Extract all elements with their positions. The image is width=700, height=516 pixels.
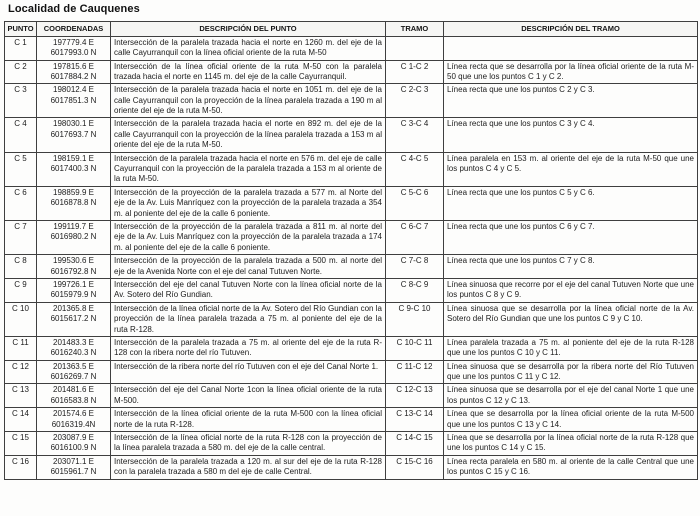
point-id-cell: C 14 xyxy=(5,408,37,432)
coordinates-cell xyxy=(37,384,111,408)
point-id-cell: C 10 xyxy=(5,302,37,336)
column-header-punto: PUNTO xyxy=(5,22,37,37)
tramo-description-cell: Línea recta que se desarrolla por la línea oficial oriente de la ruta M-50 que une los puntos C 1 y C 2. xyxy=(444,60,698,84)
page-title: Localidad de Cauquenes xyxy=(8,3,140,15)
coordinate-east: 203087.9 E xyxy=(53,433,94,443)
coordinates-cell xyxy=(37,455,111,479)
point-description-cell: Intersección de la proyección de la paralela trazada a 811 m. al norte del eje de la Av. Luis Manríquez con la proyección de la paralela trazada a 174 m. al poniente del eje de la calle 6 poniente. xyxy=(111,221,386,255)
coordinates-cell xyxy=(37,84,111,118)
tramo-cell: C 1-C 2 xyxy=(386,60,444,84)
coordinate-north: 6016269.7 N xyxy=(50,372,97,382)
coordinates-cell xyxy=(37,408,111,432)
points-table-header xyxy=(5,22,698,37)
point-description-cell: Intersección de la proyección de la paralela trazada a 500 m. al norte del eje de la Avenida Norte con el eje del canal Tutuven Norte. xyxy=(111,255,386,279)
point-description-cell: Intersección de la línea oficial norte de la ruta R-128 con la proyección de la línea paralela trazada a 580 m. del eje de la calle central. xyxy=(111,432,386,456)
coordinates-cell xyxy=(37,186,111,220)
tramo-description-cell: Línea que se desarrolla por la línea oficial norte de la ruta R-128 que une los puntos C 14 y C 15. xyxy=(444,432,698,456)
point-description-cell: Intersección de la paralela trazada hacia el norte en 576 m. del eje de calle Cayurranquil con la proyección de la paralela trazada a 153 m al oriente de la ruta M-50. xyxy=(111,152,386,186)
tramo-cell: C 6-C 7 xyxy=(386,221,444,255)
table-row xyxy=(5,408,698,432)
point-id-cell: C 12 xyxy=(5,360,37,384)
tramo-cell: C 8-C 9 xyxy=(386,278,444,302)
point-description-cell: Intersección de la línea oficial oriente de la ruta M-500 con la línea oficial norte de la ruta R-128. xyxy=(111,408,386,432)
coordinate-east: 197779.4 E xyxy=(53,37,94,47)
point-description-cell: Intersección de la línea oficial oriente de la ruta M-50 con la paralela trazada hacia el norte en 1145 m. del eje de la calle Cayurranquil. xyxy=(111,60,386,84)
tramo-description-cell: Línea sinuosa que se desarrolla por el eje del canal Norte 1 que une los puntos C 12 y C 13. xyxy=(444,384,698,408)
coordinate-east: 198030.1 E xyxy=(53,119,94,129)
table-row xyxy=(5,84,698,118)
column-header-descripcion-punto: DESCRIPCIÓN DEL PUNTO xyxy=(111,22,386,37)
coordinates-cell xyxy=(37,36,111,60)
table-row xyxy=(5,302,698,336)
tramo-description-cell: Línea recta paralela en 580 m. al oriente de la calle Central que une los puntos C 15 y C 16. xyxy=(444,455,698,479)
column-header-coordenadas: COORDENADAS xyxy=(37,22,111,37)
tramo-description-cell: Línea recta que une los puntos C 5 y C 6. xyxy=(444,186,698,220)
tramo-description-cell: Línea paralela trazada a 75 m. al poniente del eje de la ruta R-128 que une los puntos C 10 y C 11. xyxy=(444,336,698,360)
coordinates-cell xyxy=(37,302,111,336)
tramo-description-cell: Línea que se desarrolla por la línea oficial oriente de la ruta M-500 que une los puntos C 13 y C 14. xyxy=(444,408,698,432)
coordinate-north: 6016240.3 N xyxy=(50,348,97,358)
coordinate-north: 6016792.8 N xyxy=(50,266,97,276)
tramo-cell: C 2-C 3 xyxy=(386,84,444,118)
point-id-cell: C 13 xyxy=(5,384,37,408)
table-row xyxy=(5,384,698,408)
coordinate-north: 6017693.7 N xyxy=(50,129,97,139)
coordinate-east: 199726.1 E xyxy=(53,279,94,289)
tramo-description-cell xyxy=(444,36,698,60)
point-id-cell: C 11 xyxy=(5,336,37,360)
table-row xyxy=(5,336,698,360)
coordinate-east: 198012.4 E xyxy=(53,85,94,95)
coordinate-north: 6015979.9 N xyxy=(50,290,97,300)
column-header-descripcion-tramo: DESCRIPCIÓN DEL TRAMO xyxy=(444,22,698,37)
tramo-description-cell: Línea recta que une los puntos C 3 y C 4. xyxy=(444,118,698,152)
coordinate-east: 197815.6 E xyxy=(53,61,94,71)
coordinate-north: 6016319.4N xyxy=(51,419,96,429)
tramo-cell: C 15-C 16 xyxy=(386,455,444,479)
coordinates-cell xyxy=(37,360,111,384)
tramo-cell: C 13-C 14 xyxy=(386,408,444,432)
point-description-cell: Intersección de la paralela trazada hacia el norte en 892 m. del eje de la calle Cayurranquil con la proyección de la línea paralela trazada a 153 m al oriente del eje de la ruta M-50. xyxy=(111,118,386,152)
coordinate-north: 6017400.3 N xyxy=(50,164,97,174)
coordinate-east: 201483.3 E xyxy=(53,337,94,347)
header-row xyxy=(5,22,698,37)
table-row xyxy=(5,60,698,84)
coordinate-east: 198859.9 E xyxy=(53,187,94,197)
point-description-cell: Intersección del eje del canal Tutuven Norte con la línea oficial norte de la Av. Sotero del Río Gundian. xyxy=(111,278,386,302)
tramo-description-cell: Línea paralela en 153 m. al oriente del eje de la ruta M-50 que une los puntos C 4 y C 5. xyxy=(444,152,698,186)
point-id-cell: C 3 xyxy=(5,84,37,118)
tramo-description-cell: Línea recta que une los puntos C 6 y C 7. xyxy=(444,221,698,255)
coordinate-east: 198159.1 E xyxy=(53,153,94,163)
table-row xyxy=(5,186,698,220)
coordinate-north: 6015961.7 N xyxy=(50,467,97,477)
tramo-cell: C 9-C 10 xyxy=(386,302,444,336)
coordinates-cell xyxy=(37,432,111,456)
point-id-cell: C 6 xyxy=(5,186,37,220)
point-description-cell: Intersección de la ribera norte del río Tutuven con el eje del Canal Norte 1. xyxy=(111,360,386,384)
tramo-description-cell: Línea recta que une los puntos C 7 y C 8. xyxy=(444,255,698,279)
point-id-cell: C 9 xyxy=(5,278,37,302)
table-row xyxy=(5,360,698,384)
points-table-body xyxy=(5,36,698,479)
table-row xyxy=(5,255,698,279)
point-description-cell: Intersección de la paralela trazada a 120 m. al sur del eje de la ruta R-128 con la paralela trazada a 580 m del eje de calle Central. xyxy=(111,455,386,479)
coordinate-north: 6016980.2 N xyxy=(50,232,97,242)
table-row xyxy=(5,432,698,456)
points-table xyxy=(4,21,698,480)
coordinates-cell xyxy=(37,255,111,279)
coordinates-cell xyxy=(37,60,111,84)
point-description-cell: Intersección de la paralela trazada a 75 m. al oriente del eje de la ruta R-128 con la ribera norte del río Tutuven. xyxy=(111,336,386,360)
coordinate-north: 6015617.2 N xyxy=(50,314,97,324)
tramo-cell: C 3-C 4 xyxy=(386,118,444,152)
coordinate-east: 201574.6 E xyxy=(53,409,94,419)
tramo-cell: C 5-C 6 xyxy=(386,186,444,220)
point-description-cell: Intersección de la proyección de la paralela trazada a 577 m. al Norte del eje de la Av. Luis Manríquez con la proyección de la paralela trazada a 354 m. al poniente del eje de la calle 6 poniente. xyxy=(111,186,386,220)
point-id-cell: C 2 xyxy=(5,60,37,84)
coordinate-east: 203071.1 E xyxy=(53,456,94,466)
tramo-cell: C 10-C 11 xyxy=(386,336,444,360)
tramo-description-cell: Línea recta que une los puntos C 2 y C 3. xyxy=(444,84,698,118)
point-id-cell: C 15 xyxy=(5,432,37,456)
coordinate-east: 201363.5 E xyxy=(53,361,94,371)
coordinate-east: 201481.6 E xyxy=(53,385,94,395)
coordinates-cell xyxy=(37,336,111,360)
table-row xyxy=(5,278,698,302)
point-description-cell: Intersección de la paralela trazada hacia el norte en 1260 m. del eje de la calle Cayurranquil con la línea oficial oriente de la ruta M-50 xyxy=(111,36,386,60)
coordinates-cell xyxy=(37,221,111,255)
table-row xyxy=(5,221,698,255)
tramo-description-cell: Línea sinuosa que se desarrolla por la línea oficial norte de la Av. Sotero del Río Gundian que une los puntos C 9 y C 10. xyxy=(444,302,698,336)
table-row xyxy=(5,152,698,186)
coordinate-east: 201365.8 E xyxy=(53,303,94,313)
tramo-cell xyxy=(386,36,444,60)
tramo-description-cell: Línea sinuosa que recorre por el eje del canal Tutuven Norte que une los puntos C 8 y C 9. xyxy=(444,278,698,302)
coordinate-north: 6016100.9 N xyxy=(50,443,97,453)
point-id-cell: C 8 xyxy=(5,255,37,279)
coordinates-cell xyxy=(37,118,111,152)
coordinate-east: 199530.6 E xyxy=(53,256,94,266)
point-id-cell: C 7 xyxy=(5,221,37,255)
coordinate-east: 199119.7 E xyxy=(53,222,94,231)
coordinates-cell xyxy=(37,152,111,186)
point-id-cell: C 1 xyxy=(5,36,37,60)
tramo-cell: C 14-C 15 xyxy=(386,432,444,456)
coordinate-north: 6017851.3 N xyxy=(50,95,97,105)
coordinate-north: 6017993.0 N xyxy=(50,48,97,58)
point-id-cell: C 16 xyxy=(5,455,37,479)
table-row xyxy=(5,36,698,60)
point-description-cell: Intersección de la paralela trazada hacia el norte en 1051 m. del eje de la calle Cayurranquil con la proyección de la línea paralela trazada a 190 m al oriente del eje de la ruta M-50. xyxy=(111,84,386,118)
table-row xyxy=(5,455,698,479)
column-header-tramo: TRAMO xyxy=(386,22,444,37)
tramo-description-cell: Línea sinuosa que se desarrolla por la ribera norte del Río Tutuven que une los puntos C 11 y C 12. xyxy=(444,360,698,384)
tramo-cell: C 7-C 8 xyxy=(386,255,444,279)
tramo-cell: C 12-C 13 xyxy=(386,384,444,408)
coordinates-cell xyxy=(37,278,111,302)
tramo-cell: C 11-C 12 xyxy=(386,360,444,384)
point-id-cell: C 4 xyxy=(5,118,37,152)
tramo-cell: C 4-C 5 xyxy=(386,152,444,186)
coordinate-north: 6016583.8 N xyxy=(50,395,97,405)
point-description-cell: Intersección del eje del Canal Norte 1con la línea oficial oriente de la ruta M-500. xyxy=(111,384,386,408)
coordinate-north: 6017884.2 N xyxy=(50,71,97,81)
point-id-cell: C 5 xyxy=(5,152,37,186)
table-row xyxy=(5,118,698,152)
coordinate-north: 6016878.8 N xyxy=(50,198,97,208)
point-description-cell: Intersección de la línea oficial norte de la Av. Sotero del Río Gundian con la proyección de la línea paralela trazada a 75 m. al poniente del eje de la ruta R-128. xyxy=(111,302,386,336)
